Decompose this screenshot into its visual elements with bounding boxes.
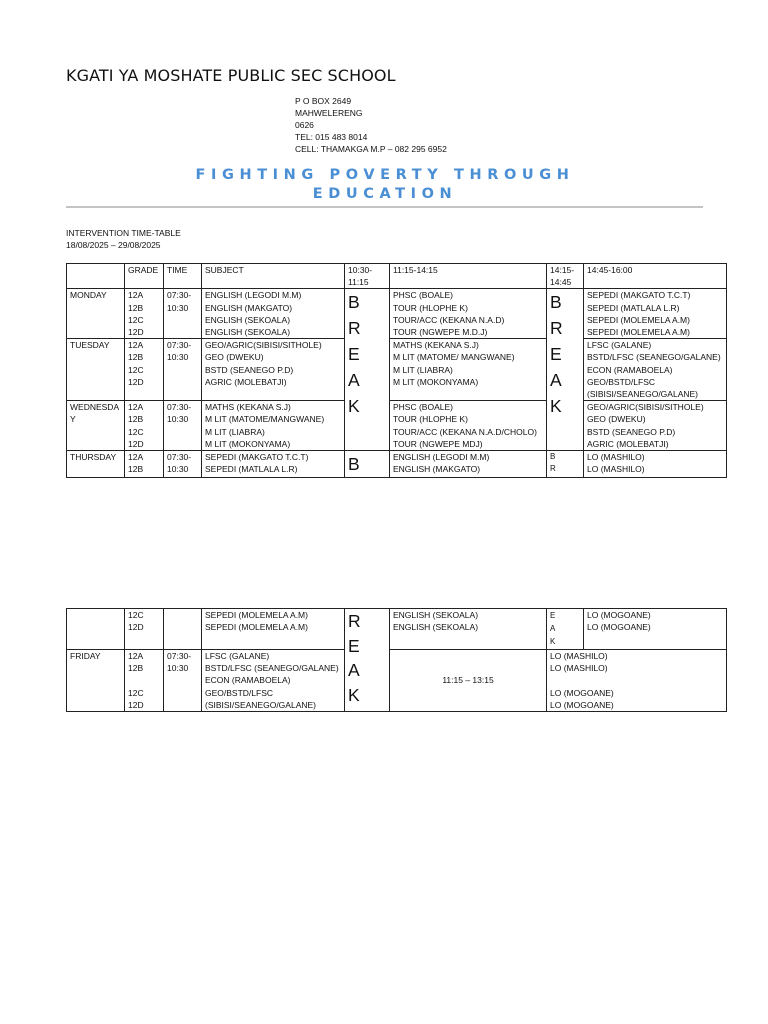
afternoon-cell-line: LO (MASHILO) <box>587 464 645 475</box>
day-cell-line: WEDNESDA <box>70 402 120 413</box>
subject-cell <box>202 339 345 401</box>
midday-cell-line: TOUR (NGWEPE MDJ) <box>393 438 483 449</box>
subject-cell-line: AGRIC (MOLEBATJI) <box>205 376 287 387</box>
time-cell-line: 07:30- <box>167 402 192 413</box>
day-cell: THURSDAY <box>67 451 125 478</box>
column-header-line: 14:45-16:00 <box>587 265 633 275</box>
day-cell: TUESDAY <box>67 339 125 401</box>
subject-cell-line: SEPEDI (MATLALA L.R) <box>205 464 298 475</box>
grade-cell <box>125 451 164 478</box>
break-column-afternoon-line: E <box>550 611 556 620</box>
subject-cell-line: GEO (DWEKU) <box>205 352 264 363</box>
break-column-afternoon <box>547 451 584 478</box>
motto-divider <box>66 206 703 208</box>
subject-cell-line: M LIT (MOKONYAMA) <box>205 438 291 449</box>
break-column-afternoon <box>547 289 584 451</box>
afternoon-cell-line: SEPEDI (MOLEMELA A.M) <box>587 327 690 338</box>
break-column-morning-line: R <box>348 611 361 631</box>
grade-cell-line: 12C <box>128 610 144 620</box>
day-cell <box>67 609 125 650</box>
afternoon-cell-line: SEPEDI (MATLALA L.R) <box>587 302 680 313</box>
subject-cell <box>202 289 345 339</box>
subject-cell-line: ENGLISH (MAKGATO) <box>205 302 293 313</box>
grade-cell-line: 12A <box>128 452 144 463</box>
column-header <box>125 264 164 289</box>
midday-cell-line: ENGLISH (MAKGATO) <box>393 464 481 475</box>
address-line: P O BOX 2649 <box>295 96 352 106</box>
grade-cell-line: 12B <box>128 414 144 425</box>
time-cell <box>164 401 202 451</box>
column-header <box>584 264 727 289</box>
grade-cell-line: 12A <box>128 290 144 301</box>
grade-cell-line: 12C <box>128 314 144 325</box>
grade-cell-line: 12A <box>128 340 144 351</box>
midday-time-cell: 11:15 – 13:15 <box>390 650 547 712</box>
subject-cell-line: ENGLISH (LEGODI M.M) <box>205 290 302 301</box>
column-header <box>67 264 125 289</box>
column-header-line: GRADE <box>128 265 159 275</box>
afternoon-cell <box>547 650 727 712</box>
afternoon-cell-line: LO (MASHILO) <box>587 452 645 463</box>
day-cell: FRIDAY <box>67 650 125 712</box>
midday-cell-line: TOUR (HLOPHE K) <box>393 414 468 425</box>
afternoon-cell-line: GEO/AGRIC(SIBISI/SITHOLE) <box>587 402 704 413</box>
subject-cell-line: M LIT (MATOME/MANGWANE) <box>205 414 325 425</box>
afternoon-cell-line: AGRIC (MOLEBATJI) <box>587 438 669 449</box>
afternoon-cell-line: LO (MOGOANE) <box>587 622 651 633</box>
afternoon-cell <box>584 609 727 650</box>
midday-cell-line: TOUR (HLOPHE K) <box>393 302 468 313</box>
column-header-line: 11:15-14:15 <box>393 265 438 275</box>
subject-cell-line: LFSC (GALANE) <box>205 651 270 661</box>
subject-cell <box>202 650 345 712</box>
afternoon-cell-line: LFSC (GALANE) <box>587 340 652 351</box>
grade-cell-line: 12C <box>128 364 144 375</box>
subject-cell-line: SEPEDI (MOLEMELA A.M) <box>205 610 308 620</box>
grade-cell-line: 12D <box>128 438 144 449</box>
afternoon-cell <box>584 451 727 478</box>
grade-cell-line: 12D <box>128 376 144 387</box>
break-column-morning <box>345 609 390 712</box>
break-column-morning <box>345 289 390 451</box>
subject-cell <box>202 609 345 650</box>
time-cell-line: 10:30 <box>167 302 189 313</box>
subject-cell-line: BSTD (SEANEGO P.D) <box>205 364 294 375</box>
afternoon-cell <box>584 289 727 339</box>
midday-cell <box>390 401 547 451</box>
break-column-afternoon-line: K <box>550 396 562 417</box>
break-column-afternoon-line: A <box>550 370 562 391</box>
afternoon-cell-line: BSTD (SEANEGO P.D) <box>587 426 676 437</box>
subject-cell-line: ECON (RAMABOELA) <box>205 675 291 686</box>
time-cell-line: 07:30- <box>167 290 192 301</box>
break-column-afternoon-line: K <box>550 637 556 646</box>
break-column-morning: B <box>345 451 390 478</box>
midday-cell-line: M LIT (LIABRA) <box>393 364 453 375</box>
grade-cell-line <box>128 674 160 686</box>
table-row-thursday <box>67 451 727 478</box>
break-column-morning-line: B <box>348 292 360 313</box>
time-cell <box>164 451 202 478</box>
column-header <box>390 264 547 289</box>
subject-cell-line: ENGLISH (SEKOALA) <box>205 327 291 338</box>
timetable-header-row <box>67 264 727 289</box>
afternoon-cell-line: BSTD/LFSC (SEANEGO/GALANE) <box>587 352 721 363</box>
midday-cell-line: ENGLISH (LEGODI M.M) <box>393 452 490 463</box>
afternoon-cell-line: GEO/BSTD/LFSC <box>587 376 656 387</box>
break-column-morning-line: E <box>348 635 360 656</box>
break-column-afternoon-line: B <box>550 452 556 462</box>
break-column-afternoon-line: B <box>550 292 562 313</box>
midday-cell <box>390 289 547 339</box>
column-header <box>164 264 202 289</box>
afternoon-cell-line: GEO (DWEKU) <box>587 414 646 425</box>
grade-cell-line: 12D <box>128 622 144 633</box>
break-column-morning-line: K <box>348 396 360 417</box>
grade-cell <box>125 650 164 712</box>
address-line: CELL: THAMAKGA M.P – 082 295 6952 <box>295 144 447 154</box>
timetable-date-range: 18/08/2025 – 29/08/2025 <box>66 240 161 250</box>
subject-cell-line: (SIBISI/SEANEGO/GALANE) <box>205 699 317 710</box>
time-cell-line: 07:30- <box>167 651 192 661</box>
school-address <box>295 95 447 155</box>
midday-cell-line: PHSC (BOALE) <box>393 402 453 413</box>
subject-cell-line: SEPEDI (MAKGATO T.C.T) <box>205 452 309 463</box>
school-motto <box>66 166 704 204</box>
timetable-page-1 <box>66 263 727 478</box>
column-header-line: 14:45 <box>550 277 572 288</box>
midday-cell-line: ENGLISH (SEKOALA) <box>393 622 479 633</box>
grade-cell-line: 12C <box>128 426 144 437</box>
midday-cell <box>390 451 547 478</box>
subject-cell <box>202 451 345 478</box>
column-header-line: TIME <box>167 265 188 275</box>
address-line: 0626 <box>295 120 314 130</box>
time-cell-line: 10:30 <box>167 414 189 425</box>
afternoon-cell-line: (SIBISI/SEANEGO/GALANE) <box>587 389 699 400</box>
column-header-line: 14:15- <box>550 265 575 275</box>
afternoon-cell-line: LO (MOGOANE) <box>550 699 614 710</box>
afternoon-cell <box>584 401 727 451</box>
column-header-line <box>70 264 121 276</box>
midday-cell-line: TOUR/ACC (KEKANA N.A.D/CHOLO) <box>393 426 537 437</box>
motto-line-2: EDUCATION <box>312 186 458 202</box>
afternoon-cell-line <box>550 674 723 686</box>
grade-cell-line: 12B <box>128 663 144 674</box>
grade-cell <box>125 609 164 650</box>
afternoon-cell <box>584 339 727 401</box>
midday-cell-line: MATHS (KEKANA S.J) <box>393 340 479 351</box>
subject-cell-line: M LIT (LIABRA) <box>205 426 265 437</box>
table-row-thursday-continued <box>67 609 727 650</box>
table-row-monday <box>67 289 727 339</box>
document-meta <box>66 227 181 251</box>
subject-cell-line: GEO/BSTD/LFSC <box>205 687 274 698</box>
subject-cell-line: BSTD/LFSC (SEANEGO/GALANE) <box>205 663 339 674</box>
midday-cell-line: M LIT (MATOME/ MANGWANE) <box>393 352 515 363</box>
afternoon-cell-line: SEPEDI (MAKGATO T.C.T) <box>587 290 691 301</box>
break-column-afternoon <box>547 609 584 650</box>
timetable-page-2 <box>66 608 727 712</box>
time-cell <box>164 650 202 712</box>
time-cell-line: 10:30 <box>167 464 189 475</box>
afternoon-cell-line: LO (MASHILO) <box>550 651 608 661</box>
grade-cell-line: 12D <box>128 699 144 710</box>
subject-cell-line: SEPEDI (MOLEMELA A.M) <box>205 622 308 633</box>
midday-cell <box>390 339 547 401</box>
table-row-friday <box>67 650 727 712</box>
afternoon-cell-line: ECON (RAMABOELA) <box>587 364 673 375</box>
midday-cell-line: TOUR/ACC (KEKANA N.A.D) <box>393 314 505 325</box>
table-row-tuesday <box>67 339 727 401</box>
grade-cell-line: 12C <box>128 687 144 698</box>
break-column-morning-line: A <box>348 660 360 680</box>
grade-cell <box>125 289 164 339</box>
midday-cell-line: PHSC (BOALE) <box>393 290 453 301</box>
motto-line-1: FIGHTING POVERTY THROUGH <box>195 167 575 183</box>
time-cell <box>164 289 202 339</box>
time-cell <box>164 609 202 650</box>
break-column-afternoon-line: R <box>550 464 556 474</box>
afternoon-cell-line: LO (MOGOANE) <box>587 610 651 620</box>
subject-cell <box>202 401 345 451</box>
address-line: TEL: 015 483 8014 <box>295 132 368 142</box>
midday-cell-line: M LIT (MOKONYAMA) <box>393 376 479 387</box>
grade-cell <box>125 339 164 401</box>
break-column-afternoon-line: E <box>550 344 562 365</box>
time-cell-line: 10:30 <box>167 663 189 674</box>
school-name: KGATI YA MOSHATE PUBLIC SEC SCHOOL <box>66 66 396 85</box>
time-cell-line: 07:30- <box>167 452 192 463</box>
break-column-morning-line: K <box>348 684 360 705</box>
subject-cell-line: MATHS (KEKANA S.J) <box>205 402 291 413</box>
time-cell-line: 07:30- <box>167 340 192 351</box>
grade-cell-line: 12D <box>128 327 144 338</box>
break-column-morning-line: R <box>348 318 361 339</box>
address-line: MAHWELERENG <box>295 108 363 118</box>
grade-cell-line: 12B <box>128 302 144 313</box>
break-column-morning-line: E <box>348 344 360 365</box>
column-header <box>345 264 390 289</box>
grade-cell-line: 12B <box>128 464 144 475</box>
column-header-line: 11:15 <box>348 277 369 288</box>
break-column-morning-line: A <box>348 370 360 391</box>
afternoon-cell-line: LO (MASHILO) <box>550 663 608 674</box>
column-header-line: 10:30- <box>348 265 373 275</box>
break-column-afternoon-line: A <box>550 624 556 633</box>
day-cell: MONDAY <box>67 289 125 339</box>
grade-cell <box>125 401 164 451</box>
midday-cell-line: ENGLISH (SEKOALA) <box>393 610 479 620</box>
grade-cell-line: 12A <box>128 651 144 661</box>
table-row-wednesday <box>67 401 727 451</box>
timetable-title: INTERVENTION TIME-TABLE <box>66 228 181 238</box>
break-column-afternoon-line: R <box>550 318 563 339</box>
column-header <box>202 264 345 289</box>
subject-cell-line: ENGLISH (SEKOALA) <box>205 314 291 325</box>
grade-cell-line: 12A <box>128 402 144 413</box>
midday-cell <box>390 609 547 650</box>
afternoon-cell-line: SEPEDI (MOLEMELA A.M) <box>587 314 690 325</box>
afternoon-cell-line: LO (MOGOANE) <box>550 687 614 698</box>
subject-cell-line: GEO/AGRIC(SIBISI/SITHOLE) <box>205 340 322 351</box>
grade-cell-line: 12B <box>128 352 144 363</box>
time-cell-line: 10:30 <box>167 352 189 363</box>
day-cell <box>67 401 125 451</box>
column-header-line: SUBJECT <box>205 265 244 275</box>
column-header <box>547 264 584 289</box>
midday-cell-line: TOUR (NGWEPE M.D.J) <box>393 327 488 338</box>
day-cell-line: Y <box>70 414 76 425</box>
time-cell <box>164 339 202 401</box>
